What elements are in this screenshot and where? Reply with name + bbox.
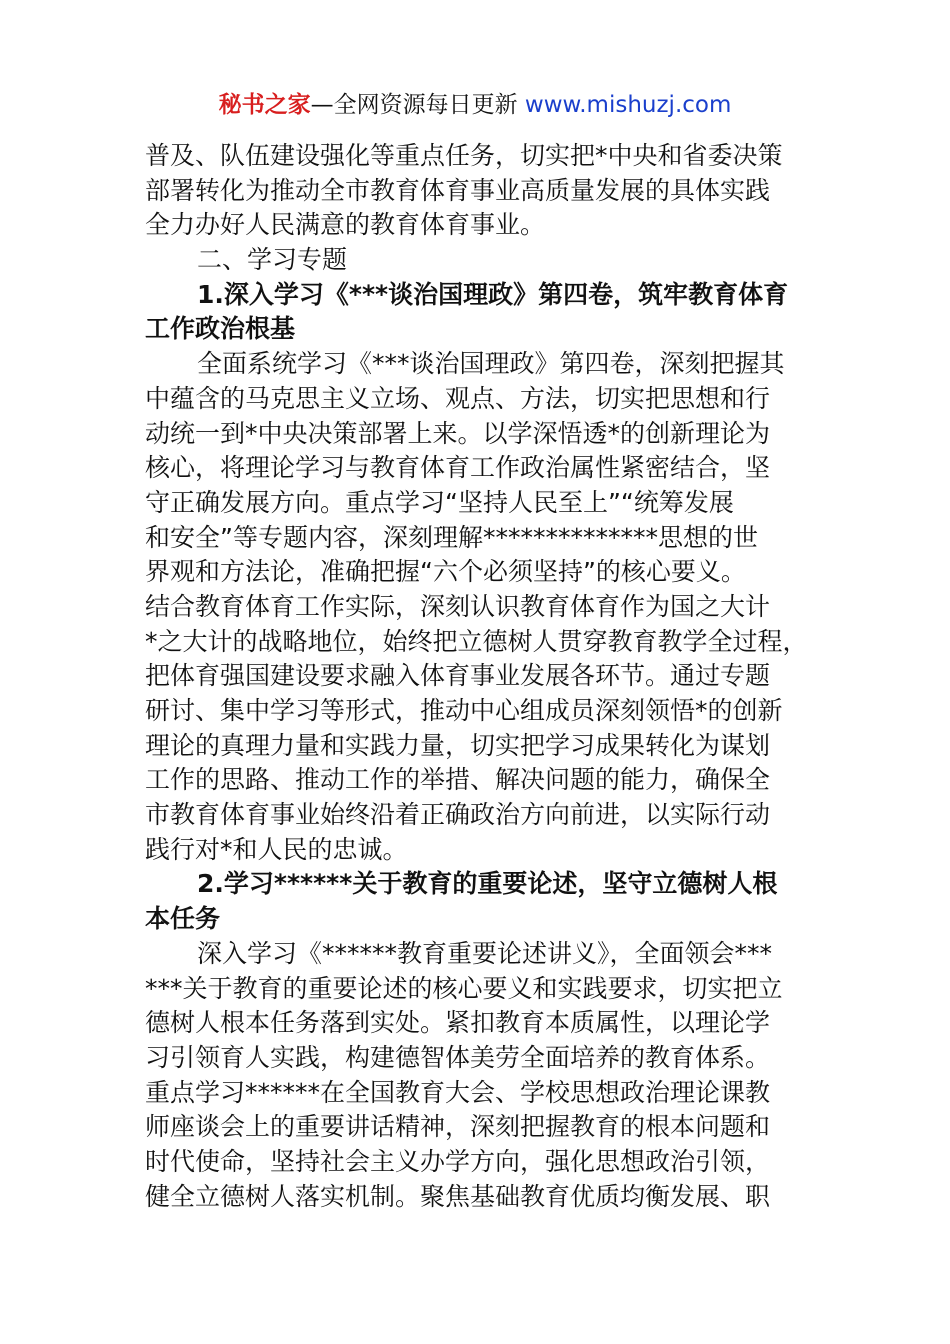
body-text-line: 深入学习《******教育重要论述讲义》，全面领会*** <box>197 938 773 968</box>
body-text-line: *之大计的战略地位，始终把立德树人贯穿教育教学全过程， <box>145 626 808 656</box>
body-text-line: 践行对*和人民的忠诚。 <box>145 834 408 864</box>
body-text-line: 习引领育人实践，构建德智体美劳全面培养的教育体系。 <box>145 1042 771 1072</box>
site-header <box>0 88 950 122</box>
body-text-line: 重点学习******在全国教育大会、学校思想政治理论课教 <box>145 1077 771 1107</box>
body-text-line: 中蕴含的马克思主义立场、观点、方法，切实把思想和行 <box>145 383 771 413</box>
body-text-line: 二、学习专题 <box>197 245 348 275</box>
body-text-line: 师座谈会上的重要讲话精神，深刻把握教育的根本问题和 <box>145 1112 771 1142</box>
body-text-line: 界观和方法论，准确把握“六个必须坚持”的核心要义。 <box>145 557 746 587</box>
site-name: 秘书之家 <box>218 92 311 118</box>
body-text-line: 全面系统学习《***谈治国理政》第四卷，深刻把握其 <box>197 349 785 379</box>
body-text-line: 健全立德树人落实机制。聚焦基础教育优质均衡发展、职 <box>145 1181 771 1211</box>
body-text-line: 结合教育体育工作实际，深刻认识教育体育作为国之大计 <box>145 591 771 621</box>
body-text-line: 动统一到*中央决策部署上来。以学深悟透*的创新理论为 <box>145 418 771 448</box>
body-text-line: 市教育体育事业始终沿着正确政治方向前进，以实际行动 <box>145 800 771 830</box>
body-text-line: 和安全”等专题内容，深刻理解**************思想的世 <box>145 522 758 552</box>
site-url-link[interactable]: www.mishuzj.com <box>524 92 732 118</box>
section-heading-line: 工作政治根基 <box>145 314 296 344</box>
section-heading-line: 本任务 <box>145 904 221 934</box>
section-heading-line: 2.学习******关于教育的重要论述，坚守立德树人根 <box>197 869 778 899</box>
body-text-line: 时代使命，坚持社会主义办学方向，强化思想政治引领， <box>145 1146 771 1176</box>
body-text-line: 把体育强国建设要求融入体育事业发展各环节。通过专题 <box>145 661 771 691</box>
section-heading-line: 1.深入学习《***谈治国理政》第四卷，筑牢教育体育 <box>197 279 789 309</box>
body-text-line: 研讨、集中学习等形式，推动中心组成员深刻领悟*的创新 <box>145 696 783 725</box>
body-text-line: 德树人根本任务落到实处。紧扣教育本质属性，以理论学 <box>145 1008 771 1038</box>
body-text-line: 工作的思路、推动工作的举措、解决问题的能力，确保全 <box>145 765 771 795</box>
body-text-line: 普及、队伍建设强化等重点任务，切实把*中央和省委决策 <box>145 141 783 170</box>
body-text-line: 部署转化为推动全市教育体育事业高质量发展的具体实践 <box>145 175 771 205</box>
body-text-line: 理论的真理力量和实践力量，切实把学习成果转化为谋划 <box>145 730 771 760</box>
body-text-line: 全力办好人民满意的教育体育事业。 <box>145 210 546 240</box>
body-text-line: 核心，将理论学习与教育体育工作政治属性紧密结合，坚 <box>145 453 771 483</box>
site-tagline: —全网资源每日更新 <box>310 92 525 118</box>
body-text-line: ***关于教育的重要论述的核心要义和实践要求，切实把立 <box>145 973 783 1003</box>
body-text-line: 守正确发展方向。重点学习“坚持人民至上”“统筹发展 <box>145 487 734 517</box>
document-body <box>145 139 810 1214</box>
